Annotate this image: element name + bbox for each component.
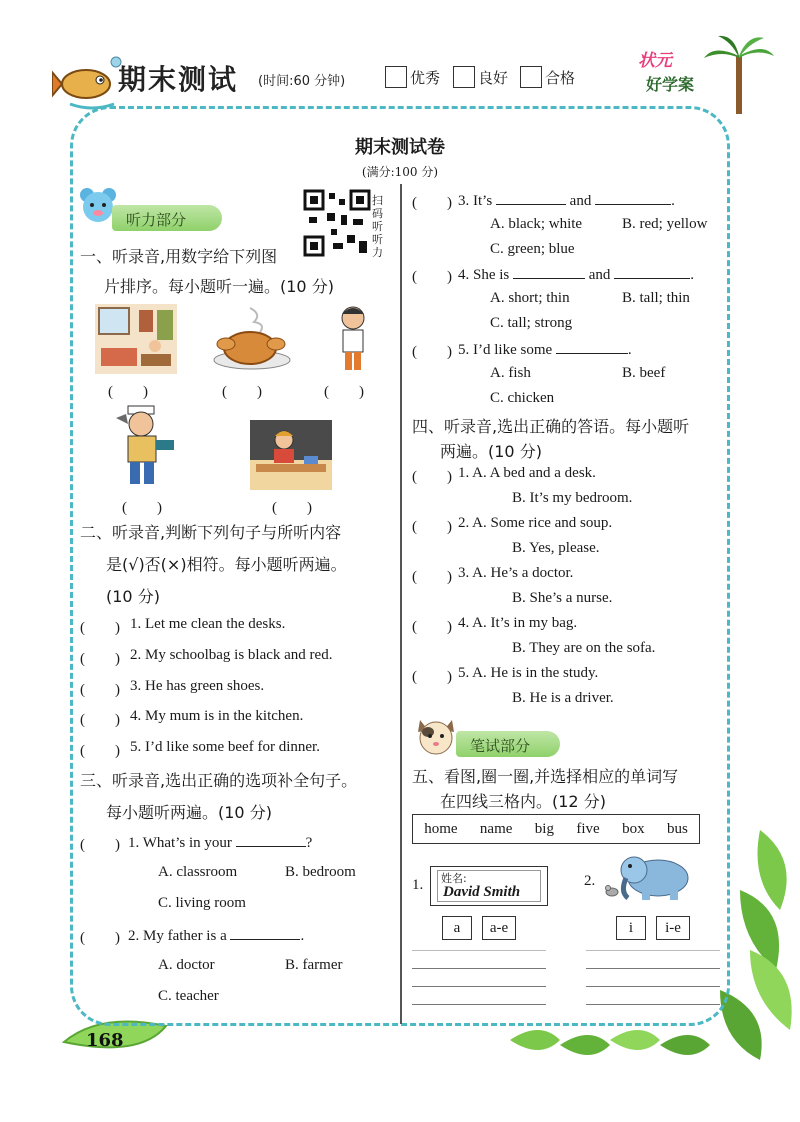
s4-line1: 四、听录音,选出正确的答语。每小题听 <box>412 417 690 436</box>
brand-top-text: 状元 <box>638 51 672 71</box>
s3-q4-paren[interactable]: ( ) <box>412 269 452 285</box>
s4-q3-b: B. She’s a nurse. <box>512 590 613 606</box>
s3-q2-c: C. teacher <box>158 988 219 1004</box>
s3-q2-stem: 2. My father is a . <box>128 928 305 944</box>
palm-tree-icon <box>704 34 774 114</box>
word-bank <box>412 814 700 844</box>
elephant-mouse-picture-icon <box>600 852 692 902</box>
living-room-picture-icon <box>95 304 177 374</box>
s1-line1: 一、听录音,用数字给下列图 <box>80 247 278 266</box>
s4-q4-b: B. They are on the sofa. <box>512 640 656 656</box>
s1-line2: 片排序。每小题听一遍。(10 分) <box>104 277 334 296</box>
s4-q1-a: 1. A. A bed and a desk. <box>458 465 596 481</box>
s2-item-1: 1. Let me clean the desks. <box>130 616 286 632</box>
header-title: 期末测试 <box>118 63 239 96</box>
s3-q5-a: A. fish <box>490 365 531 381</box>
s3-q3-paren[interactable]: ( ) <box>412 195 452 211</box>
s3-q4-b: B. tall; thin <box>622 290 690 306</box>
driver-man-picture-icon <box>112 404 182 488</box>
four-line-row[interactable] <box>412 950 546 951</box>
cat-mascot-icon <box>414 712 458 756</box>
s1-paren-1[interactable]: ( ) <box>108 384 148 400</box>
boy-at-desk-picture-icon <box>250 420 332 490</box>
word-big[interactable]: big <box>534 820 554 837</box>
leaves-bottom-icon <box>510 1020 730 1070</box>
s3-q4-c: C. tall; strong <box>490 315 573 331</box>
grade-pass[interactable]: 合格 <box>520 66 575 88</box>
checkbox[interactable] <box>453 66 475 88</box>
s5-line1: 五、看图,圈一圈,并选择相应的单词写 <box>412 767 679 786</box>
q2-option-i[interactable]: i <box>616 916 646 940</box>
s3-q3-c: C. green; blue <box>490 241 575 257</box>
s4-q3-a: 3. A. He’s a doctor. <box>458 565 574 581</box>
s2-paren-5[interactable]: ( ) <box>80 743 120 759</box>
grade-excellent[interactable]: 优秀 <box>385 66 440 88</box>
s2-paren-4[interactable]: ( ) <box>80 712 120 728</box>
column-divider <box>400 184 402 1024</box>
word-home[interactable]: home <box>424 820 458 837</box>
s3-q2-paren[interactable]: ( ) <box>80 930 120 946</box>
s2-item-2: 2. My schoolbag is black and red. <box>130 647 333 663</box>
s1-paren-4[interactable]: ( ) <box>122 500 162 516</box>
s4-q2-b: B. Yes, please. <box>512 540 600 556</box>
s3-q4-a: A. short; thin <box>490 290 570 306</box>
s3-line2: 每小题听两遍。(10 分) <box>106 803 272 822</box>
s5-q2-number: 2. <box>584 873 596 889</box>
s3-q5-stem: 5. I’d like some . <box>458 342 632 358</box>
s4-q4-paren[interactable]: ( ) <box>412 619 452 635</box>
s3-q3-stem: 3. It’s and . <box>458 193 675 209</box>
s3-q2-a: A. doctor <box>158 957 215 973</box>
s2-item-3: 3. He has green shoes. <box>130 678 265 694</box>
word-name[interactable]: name <box>479 820 513 837</box>
s3-q1-b: B. bedroom <box>285 864 356 880</box>
name-card <box>430 866 548 906</box>
s4-q4-a: 4. A. It’s in my bag. <box>458 615 578 631</box>
s3-q1-paren[interactable]: ( ) <box>80 837 120 853</box>
s3-q1-stem: 1. What’s in your ? <box>128 835 313 851</box>
name-card-label: 姓名: <box>441 872 467 885</box>
grade-good[interactable]: 良好 <box>453 66 508 88</box>
roast-chicken-picture-icon <box>210 304 292 374</box>
s3-q5-paren[interactable]: ( ) <box>412 344 452 360</box>
q2-option-i-e[interactable]: i-e <box>656 916 690 940</box>
s1-paren-2[interactable]: ( ) <box>222 384 262 400</box>
brand-logo <box>628 44 768 114</box>
s4-q1-b: B. It’s my bedroom. <box>512 490 633 506</box>
s2-paren-1[interactable]: ( ) <box>80 620 120 636</box>
s4-q2-paren[interactable]: ( ) <box>412 519 452 535</box>
s2-line1: 二、听录音,判断下列句子与所听内容 <box>80 523 342 542</box>
qr-code-icon[interactable] <box>303 189 371 257</box>
s5-line2: 在四线三格内。(12 分) <box>440 792 606 811</box>
paper-title: 期末测试卷 <box>355 137 445 158</box>
s3-q1-a: A. classroom <box>158 864 238 880</box>
checkbox[interactable] <box>385 66 407 88</box>
s3-line1: 三、听录音,选出正确的选项补全句子。 <box>80 771 358 790</box>
s4-q2-a: 2. A. Some rice and soup. <box>458 515 613 531</box>
s2-paren-2[interactable]: ( ) <box>80 651 120 667</box>
qr-caption: 扫码听听力 <box>372 194 383 259</box>
q1-option-a-e[interactable]: a-e <box>482 916 516 940</box>
s2-item-5: 5. I’d like some beef for dinner. <box>130 739 320 755</box>
s3-q4-stem: 4. She is and . <box>458 267 694 283</box>
s1-paren-3[interactable]: ( ) <box>324 384 364 400</box>
page-number: 168 <box>86 1030 124 1051</box>
s3-q5-b: B. beef <box>622 365 666 381</box>
s2-item-4: 4. My mum is in the kitchen. <box>130 708 304 724</box>
word-box[interactable]: box <box>622 820 645 837</box>
word-five[interactable]: five <box>576 820 600 837</box>
s2-line2: 是(√)否(×)相符。每小题听两遍。 <box>106 555 347 574</box>
paper-subtitle: (满分:100 分) <box>361 165 439 179</box>
writing-section-badge: 笔试部分 <box>456 731 560 757</box>
brand-bottom-text: 好学案 <box>646 75 695 94</box>
s4-q5-b: B. He is a driver. <box>512 690 614 706</box>
four-line-row[interactable] <box>586 950 720 951</box>
listening-section-badge: 听力部分 <box>112 205 222 231</box>
s3-q3-a: A. black; white <box>490 216 583 232</box>
word-bus[interactable]: bus <box>666 820 688 837</box>
s1-paren-5[interactable]: ( ) <box>272 500 312 516</box>
s5-q1-number: 1. <box>412 877 424 893</box>
s3-q3-b: B. red; yellow <box>622 216 708 232</box>
header-time: (时间:60 分钟) <box>258 74 346 89</box>
s4-line2: 两遍。(10 分) <box>440 442 542 461</box>
q1-option-a[interactable]: a <box>442 916 472 940</box>
checkbox[interactable] <box>520 66 542 88</box>
s2-line3: (10 分) <box>106 587 160 606</box>
s3-q2-b: B. farmer <box>285 957 343 973</box>
s4-q1-paren[interactable]: ( ) <box>412 469 452 485</box>
s3-q1-c: C. living room <box>158 895 246 911</box>
s2-paren-3[interactable]: ( ) <box>80 682 120 698</box>
s4-q5-a: 5. A. He is in the study. <box>458 665 599 681</box>
s3-q5-c: C. chicken <box>490 390 555 406</box>
s4-q5-paren[interactable]: ( ) <box>412 669 452 685</box>
boy-picture-icon <box>335 304 371 374</box>
s4-q3-paren[interactable]: ( ) <box>412 569 452 585</box>
name-card-name: David Smith <box>443 884 521 900</box>
